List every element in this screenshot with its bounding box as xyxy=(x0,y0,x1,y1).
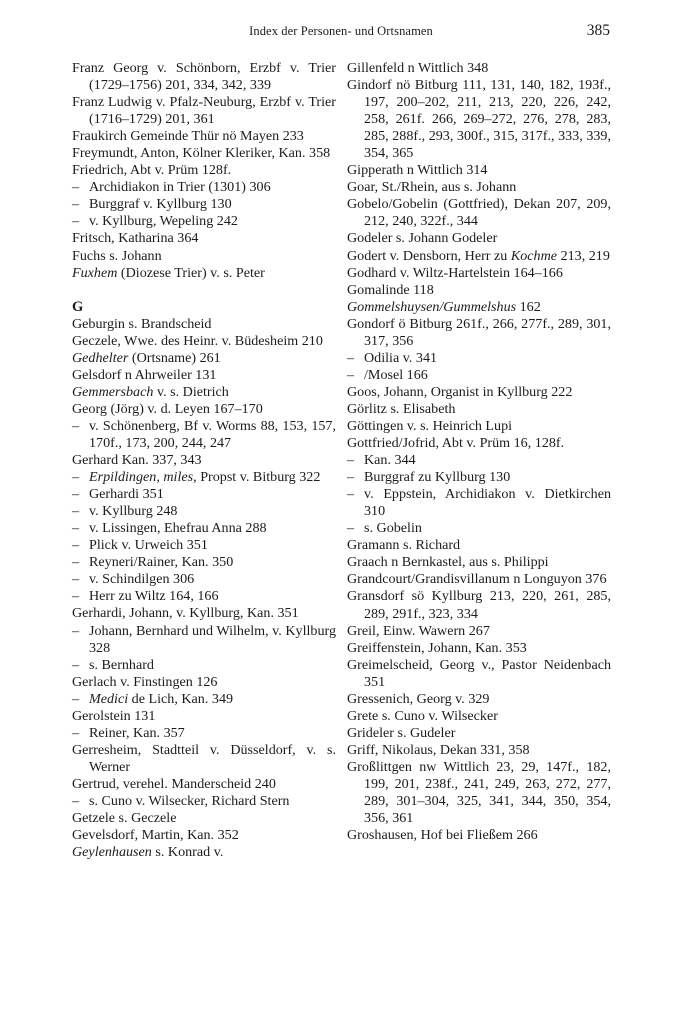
entry-text: Godhard v. Wiltz-Hartelstein 164–166 xyxy=(347,264,563,281)
index-entry xyxy=(347,384,611,401)
entry-dash: – xyxy=(72,179,80,196)
entry-dash: – xyxy=(347,486,355,503)
entry-dash: – xyxy=(72,554,80,571)
index-entry xyxy=(72,265,336,282)
entry-text: Archidiakon in Trier (1301) 306 xyxy=(89,179,271,196)
entry-text-cont: s. Konrad v. xyxy=(151,844,224,861)
entry-text: Geburgin s. Brandscheid xyxy=(72,315,212,332)
entry-dash: – xyxy=(72,213,80,230)
running-header xyxy=(72,22,610,44)
index-entry xyxy=(347,657,611,691)
index-subentry xyxy=(72,520,336,537)
index-entry xyxy=(347,230,611,247)
index-entry xyxy=(347,742,611,759)
entry-text: Fraukirch Gemeinde Thür nö Mayen 233 xyxy=(72,128,304,145)
entry-dash: – xyxy=(72,622,80,639)
entry-dash: – xyxy=(72,417,80,434)
entry-text: /Mosel 166 xyxy=(364,366,428,383)
entry-dash: – xyxy=(347,452,355,469)
index-entry xyxy=(347,691,611,708)
index-entry xyxy=(72,350,336,367)
index-subentry xyxy=(72,213,336,230)
entry-text-cont: 213, 219 xyxy=(557,247,610,264)
entry-italic-term: Geylenhausen xyxy=(72,844,152,861)
entry-text: Freymundt, Anton, Kölner Kleriker, Kan. 358 xyxy=(72,145,331,162)
entry-text: Gerhardi, Johann, v. Kyllburg, Kan. 351 xyxy=(72,605,299,622)
index-entry xyxy=(347,162,611,179)
index-entry xyxy=(72,827,336,844)
entry-text: Gipperath n Wittlich 314 xyxy=(347,162,488,179)
entry-text: Gelsdorf n Ahrweiler 131 xyxy=(72,366,217,383)
entry-text: Godert v. Densborn, Herr zu xyxy=(347,247,511,264)
entry-text: Großlittgen nw Wittlich 23, 29, 147f., 182, 199, 201, 238f., 241, 249, 263, 272, 277, 289, 301–304, 325, 341, 344, 350, 354, 356, 361 xyxy=(347,758,611,827)
entry-text-cont: v. s. Dietrich xyxy=(153,383,229,400)
entry-italic-term: Gedhelter xyxy=(72,349,129,366)
index-subentry xyxy=(72,554,336,571)
index-subentry xyxy=(72,793,336,810)
index-column-right xyxy=(347,60,611,844)
index-entry xyxy=(347,640,611,657)
entry-text: Reiner, Kan. 357 xyxy=(89,724,185,741)
index-entry xyxy=(72,367,336,384)
entry-text: Gerhardi 351 xyxy=(89,486,164,503)
entry-text: Gindorf nö Bitburg 111, 131, 140, 182, 193f., 197, 200–202, 211, 213, 220, 226, 242, 258, 261f. 266, 269–272, 276, 278, 283, 285, 288f., 293, 300f., 315, 317f., 333, 339, 354, 365 xyxy=(347,77,611,162)
entry-dash: – xyxy=(72,486,80,503)
section-letter: G xyxy=(72,298,84,315)
index-subentry xyxy=(347,452,611,469)
entry-text: Graach n Bernkastel, aus s. Philippi xyxy=(347,554,549,571)
entry-text: Gressenich, Georg v. 329 xyxy=(347,690,490,707)
entry-text: Fuchs s. Johann xyxy=(72,247,162,264)
entry-text: v. Kyllburg 248 xyxy=(89,503,178,520)
index-entry xyxy=(347,725,611,742)
index-entry xyxy=(347,248,611,265)
entry-dash: – xyxy=(72,656,80,673)
entry-text: Greimelscheid, Georg v., Pastor Neidenbach 351 xyxy=(347,656,611,690)
entry-text: Kan. 344 xyxy=(364,452,416,469)
entry-dash: – xyxy=(72,469,80,486)
index-subentry xyxy=(72,503,336,520)
entry-text: v. Lissingen, Ehefrau Anna 288 xyxy=(89,520,267,537)
index-column-left xyxy=(72,60,336,861)
entry-text: Godeler s. Johann Godeler xyxy=(347,230,498,247)
entry-dash: – xyxy=(72,196,80,213)
index-entry xyxy=(347,537,611,554)
index-subentry xyxy=(72,571,336,588)
index-subentry xyxy=(72,623,336,657)
entry-text-cont: 162 xyxy=(516,298,541,315)
index-subentry xyxy=(72,537,336,554)
entry-italic-term: Gemmersbach xyxy=(72,383,154,400)
entry-text: Goar, St./Rhein, aus s. Johann xyxy=(347,179,517,196)
index-entry xyxy=(347,759,611,827)
index-entry xyxy=(72,248,336,265)
entry-text: Grideler s. Gudeler xyxy=(347,724,456,741)
entry-text: Franz Georg v. Schönborn, Erzbf v. Trier (1729–1756) 201, 334, 342, 339 xyxy=(72,60,336,94)
index-entry xyxy=(347,827,611,844)
index-subentry xyxy=(72,469,336,486)
index-subentry xyxy=(72,418,336,452)
entry-text: Gobelo/Gobelin (Gottfried), Dekan 207, 209, 212, 240, 322f., 344 xyxy=(347,196,611,230)
index-entry xyxy=(347,571,611,588)
entry-text: Reyneri/Rainer, Kan. 350 xyxy=(89,554,234,571)
entry-dash: – xyxy=(72,690,80,707)
entry-text-cont: (Diozese Trier) v. s. Peter xyxy=(117,264,265,281)
entry-text: Gerlach v. Finstingen 126 xyxy=(72,673,218,690)
index-entry xyxy=(347,179,611,196)
index-subentry xyxy=(347,486,611,520)
entry-text: Gerhard Kan. 337, 343 xyxy=(72,452,202,469)
entry-italic-term: Erpildingen, miles xyxy=(89,469,194,486)
index-entry xyxy=(72,60,336,94)
index-subentry xyxy=(72,486,336,503)
index-entry xyxy=(347,299,611,316)
entry-text: Greiffenstein, Johann, Kan. 353 xyxy=(347,639,527,656)
entry-text: Burggraf v. Kyllburg 130 xyxy=(89,196,232,213)
entry-italic-term: Medici xyxy=(89,690,129,707)
index-entry xyxy=(347,282,611,299)
entry-text: Odilia v. 341 xyxy=(364,349,438,366)
entry-text: Gramann s. Richard xyxy=(347,537,461,554)
index-entry xyxy=(72,674,336,691)
entry-text: s. Bernhard xyxy=(89,656,154,673)
index-entry xyxy=(347,588,611,622)
entry-text: Johann, Bernhard und Wilhelm, v. Kyllburg 328 xyxy=(89,622,336,656)
entry-dash: – xyxy=(72,571,80,588)
index-entry xyxy=(72,776,336,793)
entry-text: Görlitz s. Elisabeth xyxy=(347,400,456,417)
index-entry xyxy=(347,418,611,435)
index-entry xyxy=(347,316,611,350)
index-subentry xyxy=(72,725,336,742)
entry-dash: – xyxy=(347,366,355,383)
index-subentry xyxy=(72,657,336,674)
index-entry xyxy=(347,708,611,725)
index-entry xyxy=(72,145,336,162)
index-entry xyxy=(72,605,336,622)
index-entry xyxy=(72,128,336,145)
entry-text: Fritsch, Katharina 364 xyxy=(72,230,199,247)
entry-italic-term: Fuxhem xyxy=(72,264,118,281)
index-entry xyxy=(347,435,611,452)
entry-text: Greil, Einw. Wawern 267 xyxy=(347,622,490,639)
entry-text: Gerresheim, Stadtteil v. Düsseldorf, v. s. Werner xyxy=(72,741,336,775)
index-entry xyxy=(72,94,336,128)
entry-text: Griff, Nikolaus, Dekan 331, 358 xyxy=(347,741,530,758)
entry-dash: – xyxy=(72,588,80,605)
entry-text: Goos, Johann, Organist in Kyllburg 222 xyxy=(347,383,573,400)
entry-text: s. Gobelin xyxy=(364,520,422,537)
entry-text: Geczele, Wwe. des Heinr. v. Büdesheim 210 xyxy=(72,332,323,349)
entry-text: v. Eppstein, Archidiakon v. Dietkirchen 310 xyxy=(364,486,611,520)
entry-dash: – xyxy=(72,792,80,809)
index-entry xyxy=(72,742,336,776)
index-entry xyxy=(72,230,336,247)
index-entry xyxy=(72,452,336,469)
entry-text-cont: de Lich, Kan. 349 xyxy=(128,690,234,707)
entry-text: Grete s. Cuno v. Wilsecker xyxy=(347,707,498,724)
entry-text: Gondorf ö Bitburg 261f., 266, 277f., 289, 301, 317, 356 xyxy=(347,315,611,349)
index-entry xyxy=(72,162,336,179)
index-subentry xyxy=(347,367,611,384)
entry-dash: – xyxy=(72,724,80,741)
index-subentry xyxy=(72,691,336,708)
entry-text: v. Schindilgen 306 xyxy=(89,571,195,588)
entry-text-cont: (Ortsname) 261 xyxy=(128,349,221,366)
entry-text: Gillenfeld n Wittlich 348 xyxy=(347,60,489,76)
entry-text: Burggraf zu Kyllburg 130 xyxy=(364,469,511,486)
entry-dash: – xyxy=(72,537,80,554)
page-number: 385 xyxy=(586,22,610,39)
entry-text: Göttingen v. s. Heinrich Lupi xyxy=(347,417,513,434)
entry-text: Gottfried/Jofrid, Abt v. Prüm 16, 128f. xyxy=(347,435,565,452)
index-entry xyxy=(347,196,611,230)
index-subentry xyxy=(72,196,336,213)
index-subentry xyxy=(72,179,336,196)
entry-text: Herr zu Wiltz 164, 166 xyxy=(89,588,219,605)
index-entry xyxy=(72,333,336,350)
index-entry xyxy=(72,708,336,725)
index-entry xyxy=(347,401,611,418)
index-entry xyxy=(72,844,336,861)
index-entry xyxy=(347,623,611,640)
entry-dash: – xyxy=(72,520,80,537)
index-entry xyxy=(347,77,611,162)
entry-text-cont: , Propst v. Bitburg 322 xyxy=(193,469,321,486)
entry-text: Gerolstein 131 xyxy=(72,707,156,724)
entry-text: Georg (Jörg) v. d. Leyen 167–170 xyxy=(72,400,263,417)
entry-text: Getzele s. Geczele xyxy=(72,810,177,827)
index-subentry xyxy=(347,350,611,367)
index-entry xyxy=(72,810,336,827)
running-title: Index der Personen- und Ortsnamen xyxy=(249,24,433,38)
index-entry xyxy=(72,401,336,418)
entry-text: s. Cuno v. Wilsecker, Richard Stern xyxy=(89,792,290,809)
entry-italic-term: Gommelshuysen/Gummelshus xyxy=(347,298,517,315)
index-entry xyxy=(347,554,611,571)
index-entry xyxy=(72,316,336,333)
entry-text: Gertrud, verehel. Manderscheid 240 xyxy=(72,775,276,792)
index-entry xyxy=(72,384,336,401)
entry-dash: – xyxy=(347,469,355,486)
entry-italic-term: Kochme xyxy=(510,247,558,264)
entry-dash: – xyxy=(347,520,355,537)
index-entry xyxy=(347,60,611,77)
entry-dash: – xyxy=(72,503,80,520)
entry-text: Groshausen, Hof bei Fließem 266 xyxy=(347,827,538,844)
entry-dash: – xyxy=(347,349,355,366)
index-entry xyxy=(347,265,611,282)
entry-text: Friedrich, Abt v. Prüm 128f. xyxy=(72,162,232,179)
index-subentry xyxy=(347,469,611,486)
index-subentry xyxy=(347,520,611,537)
entry-text: Franz Ludwig v. Pfalz-Neuburg, Erzbf v. Trier (1716–1729) 201, 361 xyxy=(72,94,336,128)
entry-text: Grandcourt/Grandisvillanum n Longuyon 376 xyxy=(347,571,607,588)
entry-text: v. Schönenberg, Bf v. Worms 88, 153, 157, 170f., 173, 200, 244, 247 xyxy=(89,417,336,451)
index-subentry xyxy=(72,588,336,605)
entry-text: Gransdorf sö Kyllburg 213, 220, 261, 285, 289, 291f., 323, 334 xyxy=(347,588,611,622)
entry-text: Plick v. Urweich 351 xyxy=(89,537,208,554)
entry-text: Gomalinde 118 xyxy=(347,281,434,298)
entry-text: Gevelsdorf, Martin, Kan. 352 xyxy=(72,827,239,844)
entry-text: v. Kyllburg, Wepeling 242 xyxy=(89,213,238,230)
